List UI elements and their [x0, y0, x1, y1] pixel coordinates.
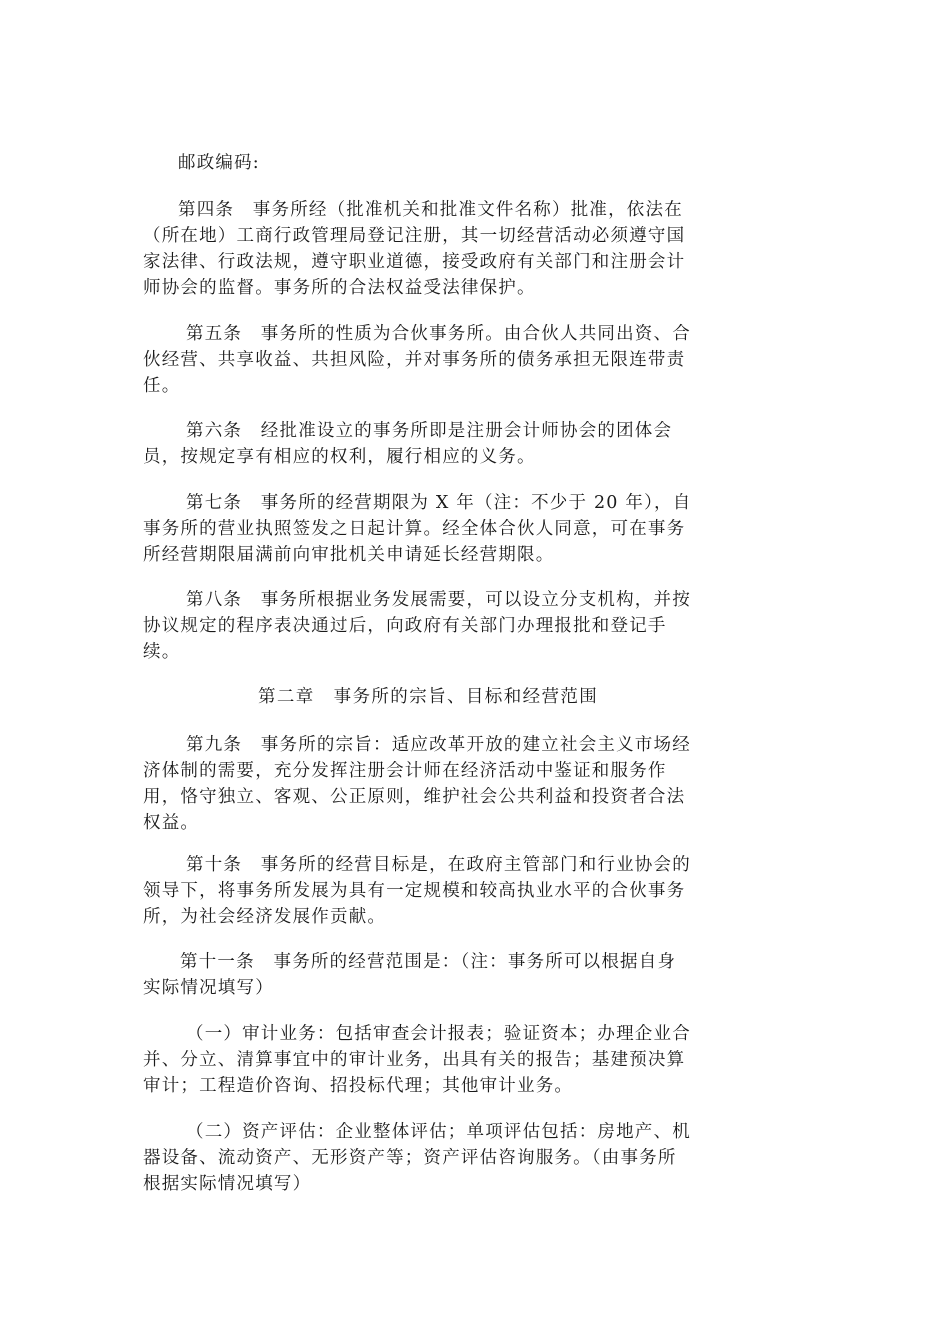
scope-item-2-line: 根据实际情况填写）: [143, 1174, 312, 1194]
article-4-line: （所在地）工商行政管理局登记注册，其一切经营活动必须遵守国: [143, 226, 686, 246]
article-8-line: 协议规定的程序表决通过后，向政府有关部门办理报批和登记手: [143, 616, 667, 636]
article-5-line: 伙经营、共享收益、共担风险，并对事务所的债务承担无限连带责: [143, 350, 686, 370]
article-11-line: 第十一条 事务所的经营范围是：（注：事务所可以根据自身: [180, 952, 677, 972]
article-6-line: 员，按规定享有相应的权利，履行相应的义务。: [143, 447, 536, 467]
article-10-line: 领导下，将事务所发展为具有一定规模和较高执业水平的合伙事务: [143, 881, 686, 901]
article-9-line: 权益。: [143, 813, 200, 833]
article-11-line: 实际情况填写）: [143, 978, 274, 998]
scope-item-1-line: 审计；工程造价咨询、招投标代理；其他审计业务。: [143, 1076, 574, 1096]
article-6-line: 第六条 经批准设立的事务所即是注册会计师协会的团体会: [186, 421, 673, 441]
article-10-line: 第十条 事务所的经营目标是，在政府主管部门和行业协会的: [186, 855, 691, 875]
article-7-line: 第七条 事务所的经营期限为 X 年（注：不少于 20 年），自: [186, 493, 692, 513]
scope-item-2-line: 器设备、流动资产、无形资产等；资产评估咨询服务。（由事务所: [143, 1148, 677, 1168]
article-9-line: 用，恪守独立、客观、公正原则，维护社会公共利益和投资者合法: [143, 787, 686, 807]
article-8-line: 第八条 事务所根据业务发展需要，可以设立分支机构，并按: [186, 590, 691, 610]
scope-item-1-line: （一）审计业务：包括审查会计报表；验证资本；办理企业合: [186, 1024, 691, 1044]
chapter-heading: 第二章 事务所的宗旨、目标和经营范围: [258, 687, 599, 707]
article-9-line: 济体制的需要，充分发挥注册会计师在经济活动中鉴证和服务作: [143, 761, 667, 781]
article-4-line: 第四条 事务所经（批准机关和批准文件名称）批准，依法在: [178, 200, 683, 220]
article-5-line: 任。: [143, 376, 181, 396]
article-5-line: 第五条 事务所的性质为合伙事务所。由合伙人共同出资、合: [186, 324, 691, 344]
article-4-line: 家法律、行政法规，遵守职业道德，接受政府有关部门和注册会计: [143, 252, 686, 272]
article-7-line: 所经营期限届满前向审批机关申请延长经营期限。: [143, 545, 555, 565]
article-7-line: 事务所的营业执照签发之日起计算。经全体合伙人同意，可在事务: [143, 519, 686, 539]
postal-code-line: 邮政编码:: [178, 153, 260, 173]
article-4-line: 师协会的监督。事务所的合法权益受法律保护。: [143, 278, 536, 298]
article-10-line: 所，为社会经济发展作贡献。: [143, 907, 387, 927]
article-8-line: 续。: [143, 642, 181, 662]
article-9-line: 第九条 事务所的宗旨：适应改革开放的建立社会主义市场经: [186, 735, 691, 755]
scope-item-1-line: 并、分立、清算事宜中的审计业务，出具有关的报告；基建预决算: [143, 1050, 686, 1070]
scope-item-2-line: （二）资产评估：企业整体评估；单项评估包括：房地产、机: [186, 1122, 691, 1142]
